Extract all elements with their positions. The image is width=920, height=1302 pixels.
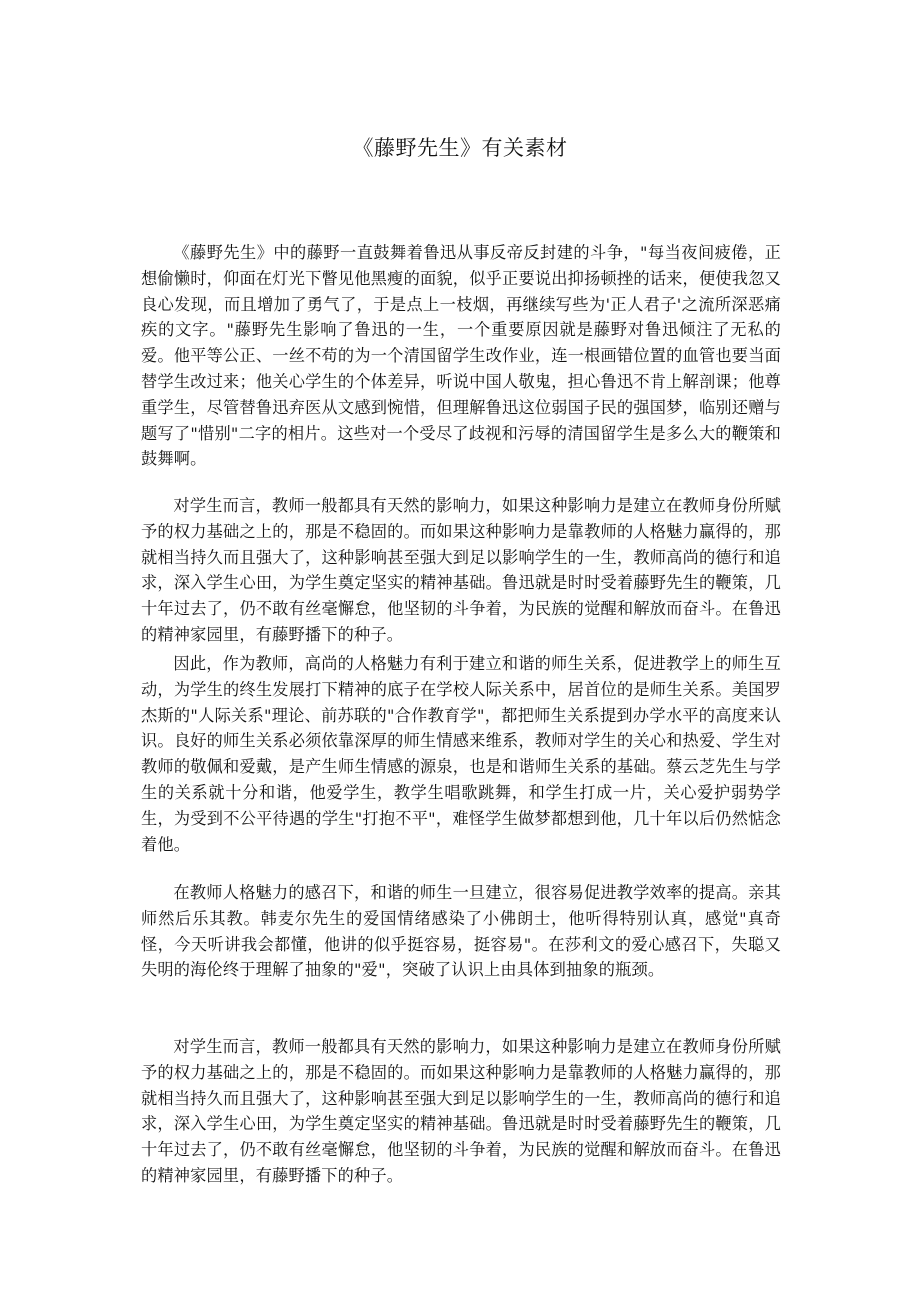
document-title: 《藤野先生》有关素材 xyxy=(352,136,568,160)
paragraph-2: 对学生而言，教师一般都具有天然的影响力，如果这种影响力是建立在教师身份所赋予的权力基础之上的，那是不稳固的。而如果这种影响力是靠教师的人格魅力赢得的，那就相当持久而且强大了，这种影响甚至强大到足以影响学生的一生，教师高尚的德行和追求，深入学生心田，为学生奠定坚实的精神基础。鲁迅就是时时受着藤野先生的鞭策，几十年过去了，仍不敢有丝毫懈怠，他坚韧的斗争着，为民族的觉醒和解放而奋斗。在鲁迅的精神家园里，有藤野播下的种子。 xyxy=(141,496,781,644)
paragraph-3: 因此，作为教师，高尚的人格魅力有利于建立和谐的师生关系，促进教学上的师生互动，为学生的终生发展打下精神的底子在学校人际关系中，居首位的是师生关系。美国罗杰斯的"人际关系"理论、前苏联的"合作教育学"，都把师生关系提到办学水平的高度来认识。良好的师生关系必须依靠深厚的师生情感来维系，教师对学生的关心和热爱、学生对教师的敬佩和爱戴，是产生师生情感的源泉，也是和谐师生关系的基础。蔡云芝先生与学生的关系就十分和谐，他爱学生，教学生唱歌跳舞，和学生打成一片，关心爱护弱势学生，为受到不公平待遇的学生"打抱不平"，难怪学生做梦都想到他，几十年以后仍然惦念着他。 xyxy=(141,654,781,854)
paragraph-5: 对学生而言，教师一般都具有天然的影响力，如果这种影响力是建立在教师身份所赋予的权力基础之上的，那是不稳固的。而如果这种影响力是靠教师的人格魅力赢得的，那就相当持久而且强大了，这种影响甚至强大到足以影响学生的一生，教师高尚的德行和追求，深入学生心田，为学生奠定坚实的精神基础。鲁迅就是时时受着藤野先生的鞭策，几十年过去了，仍不敢有丝毫懈怠，他坚韧的斗争着，为民族的觉醒和解放而奋斗。在鲁迅的精神家园里，有藤野播下的种子。 xyxy=(141,1037,781,1185)
paragraph-1: 《藤野先生》中的藤野一直鼓舞着鲁迅从事反帝反封建的斗争，"每当夜间疲倦，正想偷懒时，仰面在灯光下瞥见他黑瘦的面貌，似乎正要说出抑扬顿挫的话来，便使我忽又良心发现，而且增加了勇气了，于是点上一枝烟，再继续写些为'正人君子'之流所深恶痛疾的文字。"藤野先生影响了鲁迅的一生，一个重要原因就是藤野对鲁迅倾注了无私的爱。他平等公正、一丝不苟的为一个清国留学生改作业，连一根画错位置的血管也要当面替学生改过来；他关心学生的个体差异，听说中国人敬鬼，担心鲁迅不肯上解剖课；他尊重学生，尽管替鲁迅弃医从文感到惋惜，但理解鲁迅这位弱国子民的强国梦，临别还赠与题写了"惜别"二字的相片。这些对一个受尽了歧视和污辱的清国留学生是多么大的鞭策和鼓舞啊。 xyxy=(141,243,781,469)
paragraph-4: 在教师人格魅力的感召下，和谐的师生一旦建立，很容易促进教学效率的提高。亲其师然后乐其教。韩麦尔先生的爱国情绪感染了小佛朗士，他听得特别认真，感觉"真奇怪，今天听讲我会都懂，他讲的似乎挺容易，挺容易"。在莎利文的爱心感召下，失聪又失明的海伦终于理解了抽象的"爱"，突破了认识上由具体到抽象的瓶颈。 xyxy=(141,883,781,980)
